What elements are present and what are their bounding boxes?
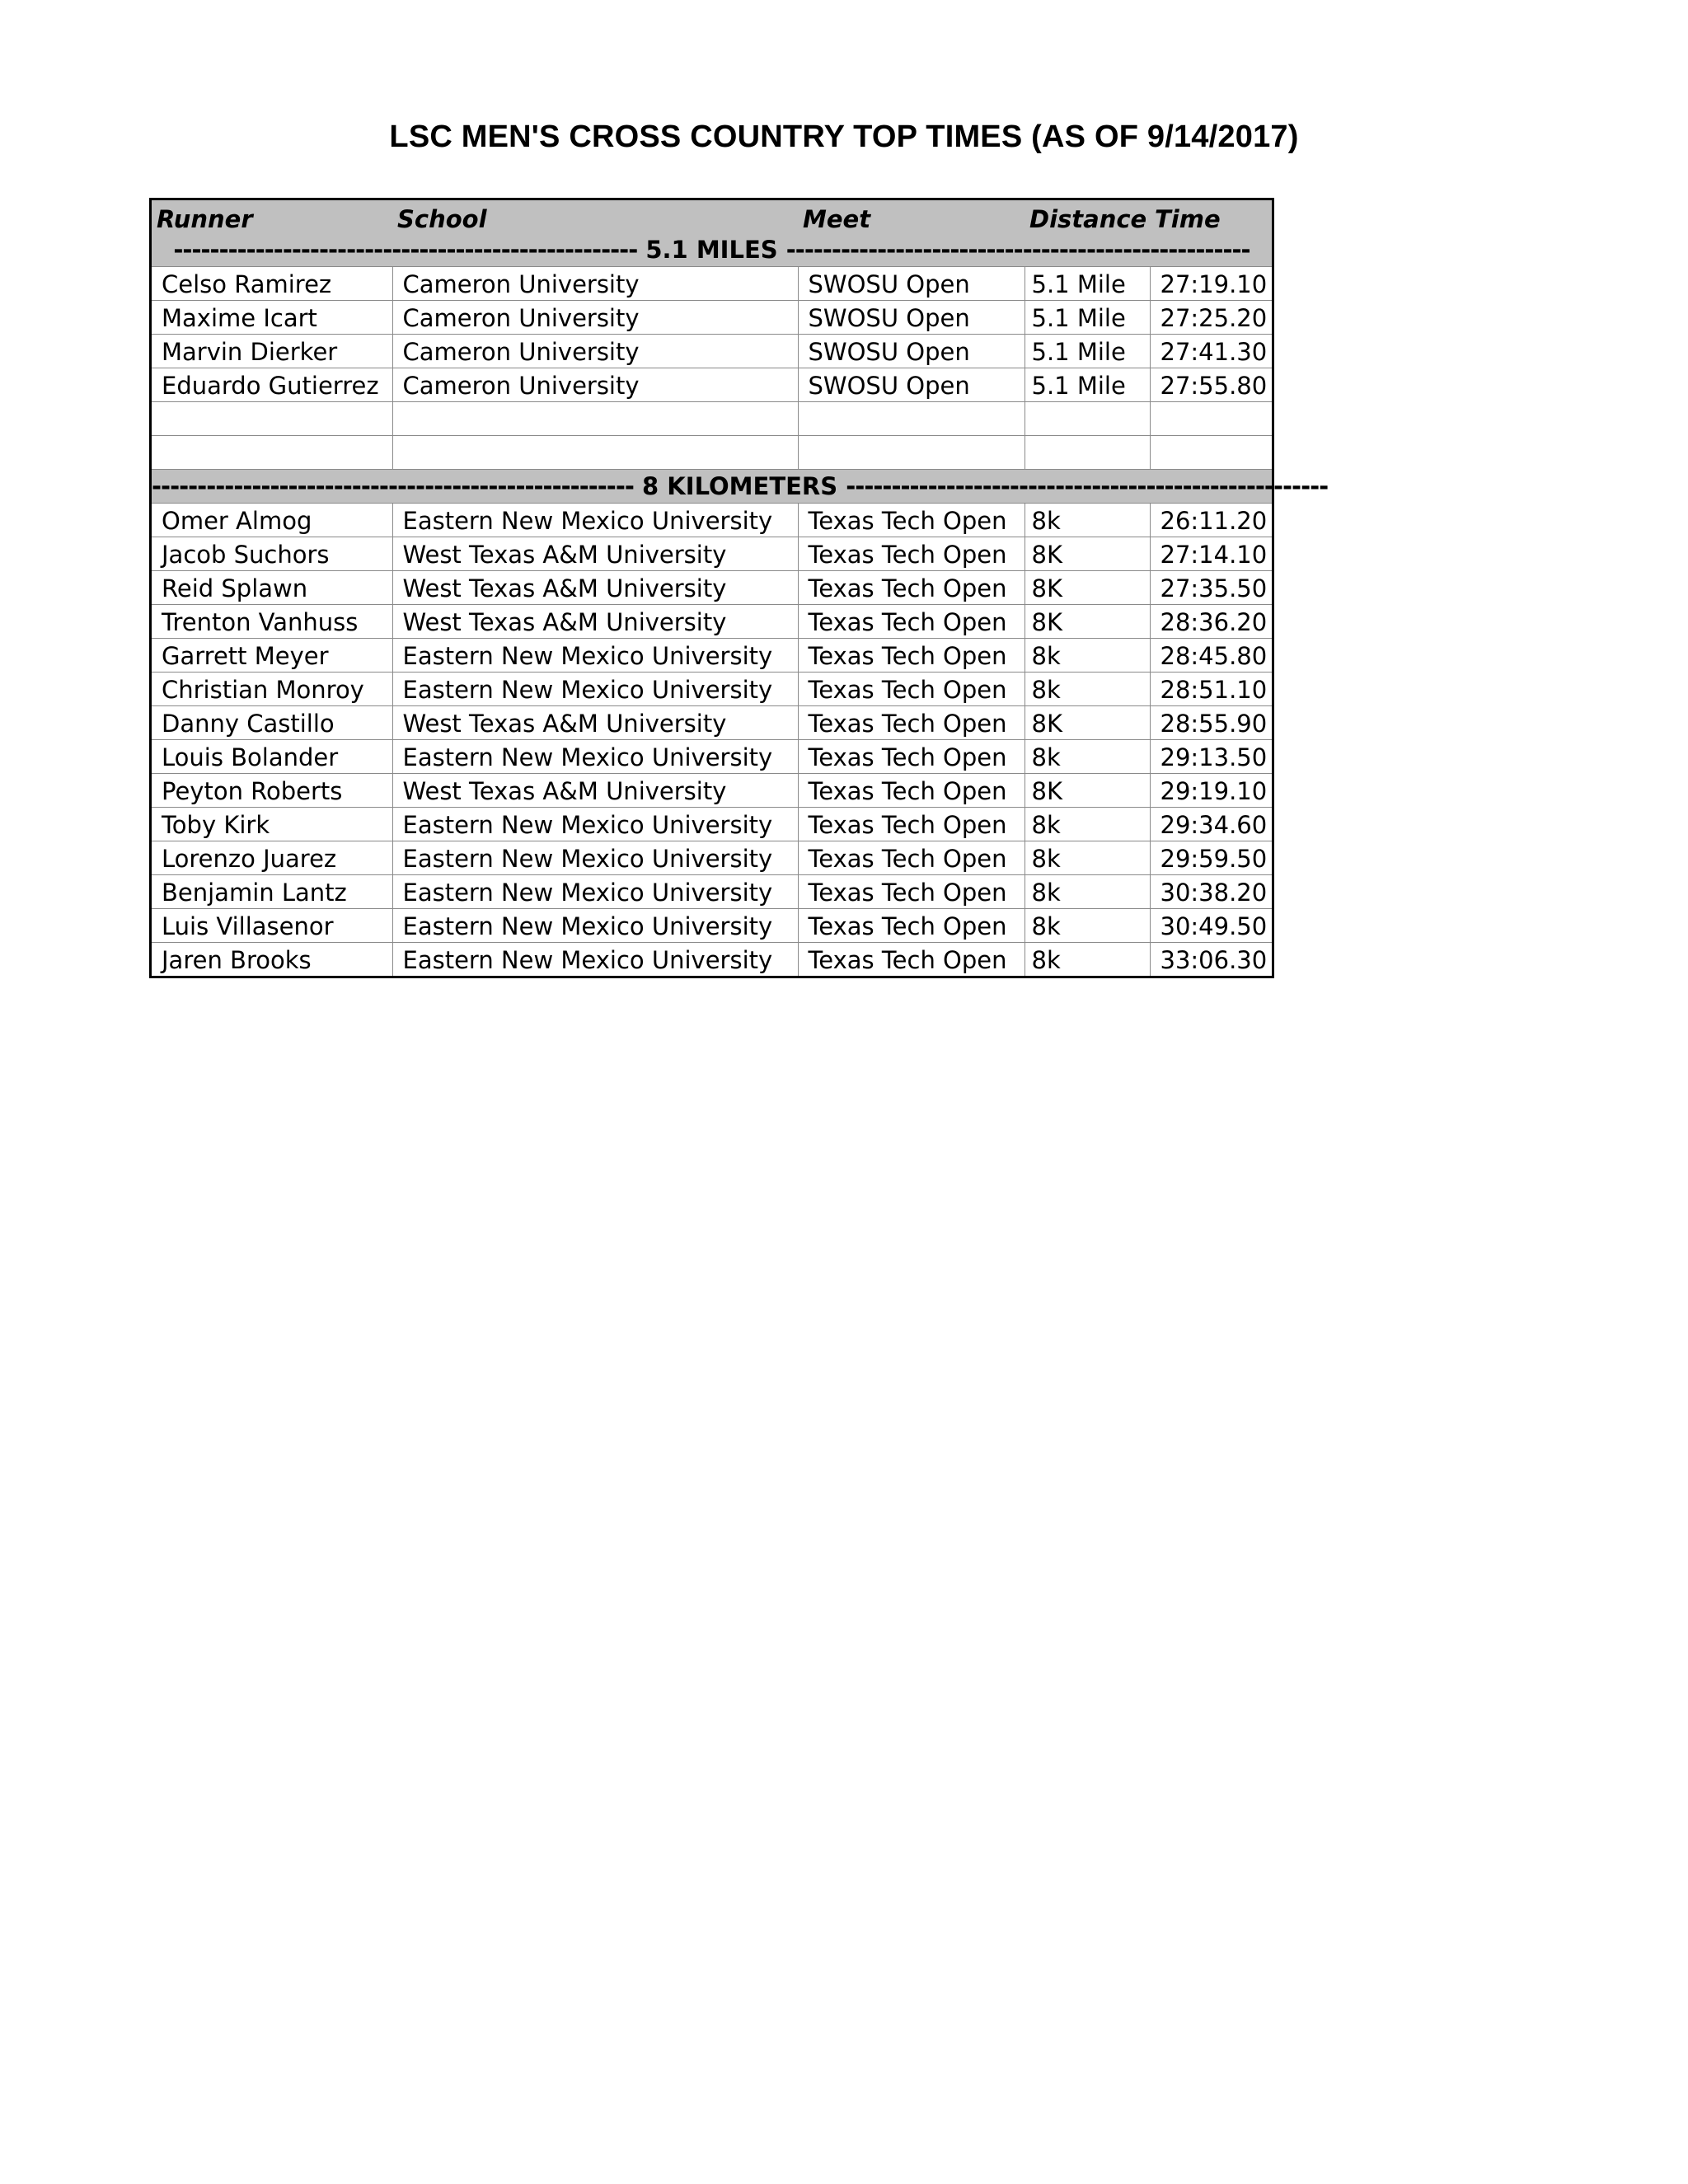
time-cell: 27:19.10 [1150, 267, 1272, 301]
distance-cell: 8k [1025, 740, 1150, 774]
table-row [152, 368, 1272, 402]
meet-cell: SWOSU Open [798, 368, 1025, 402]
time-cell: 29:34.60 [1150, 808, 1272, 841]
section-label: 5.1 MILES [645, 236, 778, 264]
runner-cell: Jaren Brooks [152, 943, 392, 977]
school-cell: Eastern New Mexico University [392, 504, 798, 537]
runner-cell: Jacob Suchors [152, 537, 392, 571]
time-cell: 29:59.50 [1150, 841, 1272, 875]
distance-cell: 8K [1025, 774, 1150, 808]
time-cell [1150, 436, 1272, 470]
runner-cell: Celso Ramirez [152, 267, 392, 301]
school-cell: Eastern New Mexico University [392, 673, 798, 706]
table-row [152, 571, 1272, 605]
meet-cell: SWOSU Open [798, 267, 1025, 301]
runner-cell: Marvin Dierker [152, 335, 392, 368]
meet-cell: Texas Tech Open [798, 504, 1025, 537]
distance-cell: 8k [1025, 504, 1150, 537]
meet-cell: Texas Tech Open [798, 909, 1025, 943]
distance-cell: 8k [1025, 943, 1150, 977]
table-row [152, 335, 1272, 368]
runner-cell [152, 436, 392, 470]
meet-cell [798, 436, 1025, 470]
school-cell: West Texas A&M University [392, 706, 798, 740]
meet-cell: Texas Tech Open [798, 774, 1025, 808]
time-cell: 33:06.30 [1160, 946, 1268, 974]
table-row [152, 943, 1272, 977]
school-cell: Cameron University [392, 267, 798, 301]
meet-cell: Texas Tech Open [798, 706, 1025, 740]
table-body [152, 233, 1329, 976]
meet-cell: Texas Tech Open [798, 808, 1025, 841]
meet-cell: Texas Tech Open [798, 605, 1025, 639]
distance-cell: 8k [1025, 841, 1150, 875]
runner-cell: Christian Monroy [152, 673, 392, 706]
school-cell [392, 402, 798, 436]
section-dashes-left: ----------------------------------------------------- [152, 472, 634, 500]
time-cell: 30:49.50 [1150, 909, 1272, 943]
column-header-school: School [392, 200, 798, 233]
distance-cell [1025, 402, 1150, 436]
table-row [152, 875, 1272, 909]
section-divider-row [152, 233, 1272, 267]
time-cell: 27:35.50 [1150, 571, 1272, 605]
runner-cell: Peyton Roberts [152, 774, 392, 808]
distance-cell: 5.1 Mile [1025, 301, 1150, 335]
table-row [152, 402, 1272, 436]
distance-cell: 8k [1025, 673, 1150, 706]
table-row [152, 673, 1272, 706]
table-row [152, 639, 1272, 673]
table-row [152, 706, 1272, 740]
distance-cell [1025, 436, 1150, 470]
distance-cell: 8k [1025, 909, 1150, 943]
school-cell: Cameron University [392, 301, 798, 335]
table-row [152, 909, 1272, 943]
table-row [152, 740, 1272, 774]
meet-cell: Texas Tech Open [798, 875, 1025, 909]
top-times-table [152, 200, 1329, 976]
runner-cell: Omer Almog [152, 504, 392, 537]
table-row [152, 301, 1272, 335]
runner-cell: Trenton Vanhuss [152, 605, 392, 639]
column-header-meet: Meet [798, 200, 1025, 233]
runner-cell: Luis Villasenor [152, 909, 392, 943]
distance-cell: 8K [1025, 571, 1150, 605]
runner-cell: Eduardo Gutierrez [152, 368, 392, 402]
school-cell: West Texas A&M University [392, 605, 798, 639]
time-cell: 26:11.20 [1150, 504, 1272, 537]
section-divider [152, 233, 1272, 267]
runner-cell: Toby Kirk [152, 808, 392, 841]
page-title: LSC MEN'S CROSS COUNTRY TOP TIMES (AS OF 9/14/2017) [389, 120, 1299, 155]
time-cell: 30:38.20 [1150, 875, 1272, 909]
time-cell: 28:36.20 [1150, 605, 1272, 639]
school-cell: Eastern New Mexico University [392, 740, 798, 774]
time-cell: 29:13.50 [1150, 740, 1272, 774]
meet-cell [798, 402, 1025, 436]
section-divider [152, 470, 1329, 504]
school-cell: West Texas A&M University [392, 537, 798, 571]
runner-cell: Maxime Icart [152, 301, 392, 335]
meet-cell: Texas Tech Open [798, 740, 1025, 774]
runner-cell: Reid Splawn [152, 571, 392, 605]
runner-cell [152, 402, 392, 436]
column-header-runner: Runner [152, 200, 392, 233]
distance-cell: 5.1 Mile [1025, 368, 1150, 402]
school-cell: Eastern New Mexico University [392, 639, 798, 673]
meet-cell: SWOSU Open [798, 335, 1025, 368]
runner-cell: Benjamin Lantz [152, 875, 392, 909]
time-cell: 29:19.10 [1150, 774, 1272, 808]
runner-cell: Lorenzo Juarez [152, 841, 392, 875]
section-dashes-left: --------------------------------------------------- [173, 236, 638, 264]
distance-cell: 5.1 Mile [1025, 267, 1150, 301]
runner-cell: Danny Castillo [152, 706, 392, 740]
table-row [152, 436, 1272, 470]
time-cell: 27:25.20 [1150, 301, 1272, 335]
school-cell: West Texas A&M University [392, 774, 798, 808]
time-cell: 28:55.90 [1150, 706, 1272, 740]
school-cell: Eastern New Mexico University [392, 943, 798, 977]
school-cell [392, 436, 798, 470]
time-cell: 28:51.10 [1150, 673, 1272, 706]
column-header-row [152, 200, 1272, 233]
time-cell: 27:55.80 [1150, 368, 1272, 402]
runner-cell: Louis Bolander [152, 740, 392, 774]
school-cell: Cameron University [392, 368, 798, 402]
meet-cell: Texas Tech Open [798, 639, 1025, 673]
section-label: 8 KILOMETERS [642, 472, 838, 500]
column-header-time: Time [1150, 200, 1272, 233]
meet-cell: Texas Tech Open [798, 537, 1025, 571]
column-header-distance: Distance [1025, 200, 1150, 233]
section-divider-row [152, 470, 1272, 504]
time-cell [1150, 402, 1272, 436]
runner-cell: Garrett Meyer [152, 639, 392, 673]
time-cell: 27:41.30 [1150, 335, 1272, 368]
table-row [152, 504, 1272, 537]
school-cell: West Texas A&M University [392, 571, 798, 605]
distance-cell: 8K [1025, 706, 1150, 740]
school-cell: Eastern New Mexico University [392, 909, 798, 943]
school-cell: Eastern New Mexico University [392, 841, 798, 875]
distance-cell: 8K [1025, 605, 1150, 639]
meet-cell: Texas Tech Open [798, 571, 1025, 605]
section-dashes-right: --------------------------------------------------- [785, 236, 1250, 264]
section-dashes-right: ----------------------------------------------------- [846, 472, 1329, 500]
table-row [152, 774, 1272, 808]
meet-cell: Texas Tech Open [798, 841, 1025, 875]
table-row [152, 841, 1272, 875]
top-times-sheet [149, 198, 1329, 978]
table-row [152, 267, 1272, 301]
distance-cell: 8k [1025, 808, 1150, 841]
table-row [152, 808, 1272, 841]
table-row [152, 605, 1272, 639]
time-cell: 28:45.80 [1150, 639, 1272, 673]
distance-cell: 8k [1025, 639, 1150, 673]
school-cell: Cameron University [392, 335, 798, 368]
school-cell: Eastern New Mexico University [392, 808, 798, 841]
time-cell: 27:14.10 [1150, 537, 1272, 571]
table-row [152, 537, 1272, 571]
meet-cell: Texas Tech Open [798, 673, 1025, 706]
distance-cell: 5.1 Mile [1025, 335, 1150, 368]
meet-cell: Texas Tech Open [798, 943, 1025, 977]
distance-cell: 8K [1025, 537, 1150, 571]
meet-cell: SWOSU Open [798, 301, 1025, 335]
school-cell: Eastern New Mexico University [392, 875, 798, 909]
distance-cell: 8k [1025, 875, 1150, 909]
